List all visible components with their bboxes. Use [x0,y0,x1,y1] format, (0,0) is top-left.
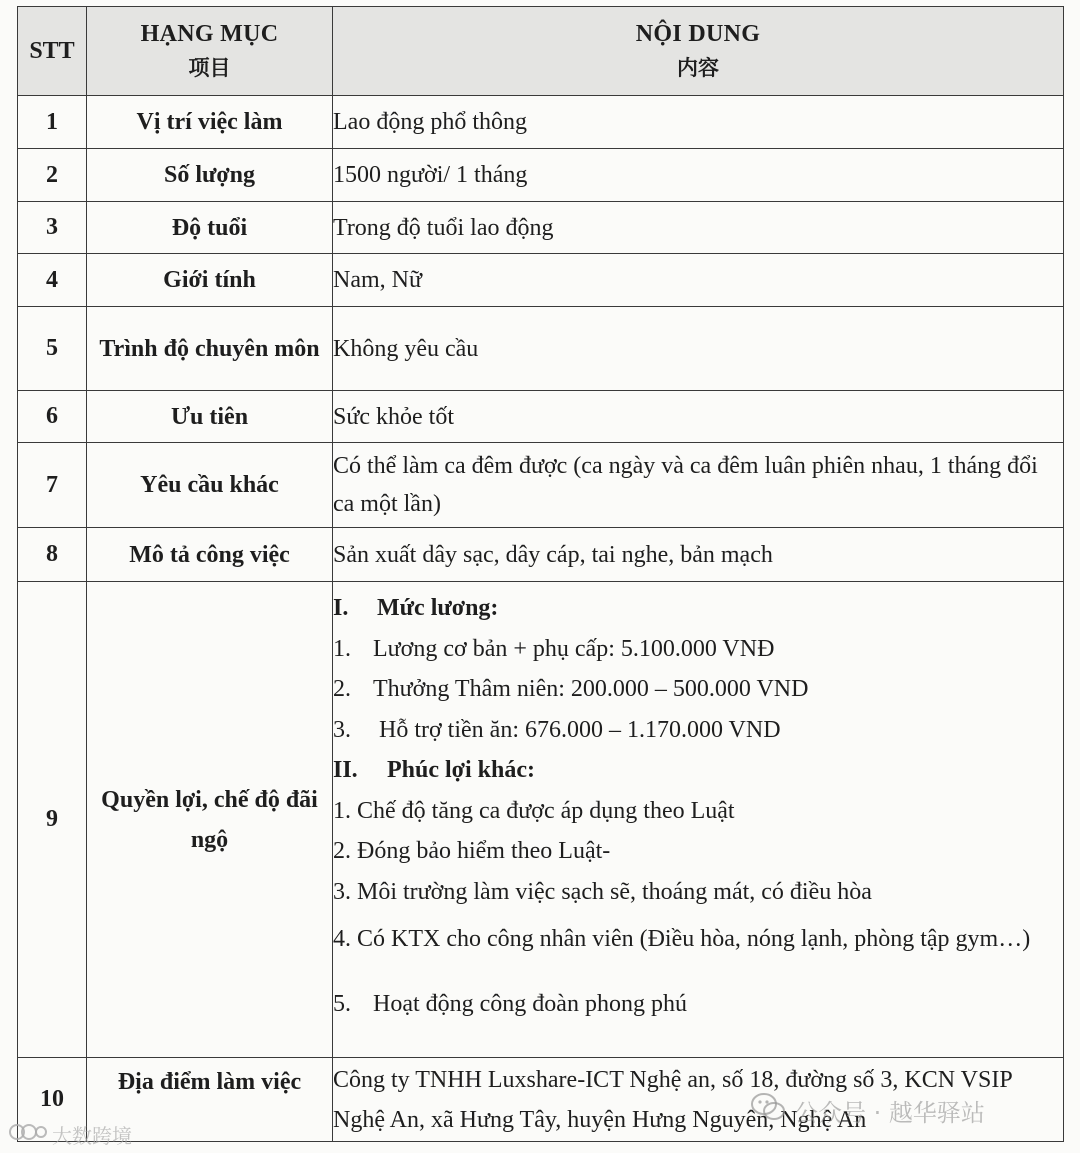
header-content [333,7,1064,96]
list-number: 5. [333,991,351,1017]
list-item [333,984,1063,1025]
row-stt: 10 [18,1058,87,1142]
section-title: Mức lương: [377,595,499,621]
table-row [18,391,1064,443]
list-text: Hỗ trợ tiền ăn: 676.000 – 1.170.000 VND [379,716,781,743]
row-item: Độ tuổi [87,202,333,254]
row-item: Giới tính [87,254,333,307]
wechat-icon [750,1092,786,1128]
row-stt: 5 [18,307,87,391]
header-item [87,7,333,96]
row-item: Địa điểm làm việc [87,1058,333,1142]
row-stt: 7 [18,443,87,528]
table-row [18,202,1064,254]
list-text: Hoạt động công đoàn phong phú [373,991,687,1017]
row-content: 1500 người/ 1 tháng [333,149,1064,202]
list-item [333,669,1063,710]
table-row [18,96,1064,149]
list-item: 3. Môi trường làm việc sạch sẽ, thoáng mát, có điều hòa [333,878,872,905]
watermark-wechat [750,1092,985,1128]
header-content-vi: NỘI DUNG [635,20,761,47]
watermark-right-text: 公众号 · 越华驿站 [794,1098,985,1127]
spacer [333,966,1063,984]
row-stt: 4 [18,254,87,307]
row-item: Yêu cầu khác [87,443,333,528]
row-stt: 2 [18,149,87,202]
table-row [18,582,1064,1058]
section-heading [333,750,1063,791]
list-number: 2. [333,676,351,702]
list-text: Lương cơ bản + phụ cấp: 5.100.000 VNĐ [373,635,775,662]
row-content: Sức khỏe tốt [333,391,1064,443]
section-heading [333,588,1063,629]
row-stt: 9 [18,582,87,1058]
table-row [18,307,1064,391]
row-item: Số lượng [87,149,333,202]
list-number: 1. [333,635,351,662]
row-item: Trình độ chuyên môn [87,307,333,391]
row-content: Trong độ tuổi lao động [333,202,1064,254]
table-row [18,443,1064,528]
row-content: Không yêu cầu [333,307,1064,391]
row-stt: 6 [18,391,87,443]
brand-logo-icon [8,1121,48,1148]
row-stt: 3 [18,202,87,254]
row-content: Sản xuất dây sạc, dây cáp, tai nghe, bản mạch [333,528,1064,582]
list-item: 4. Có KTX cho công nhân viên (Điều hòa, nóng lạnh, phòng tập gym…) [333,926,1031,952]
table-header-row [18,7,1064,96]
row-stt: 8 [18,528,87,582]
row-item: Quyền lợi, chế độ đãi ngộ [87,582,333,1058]
section-number: I. [333,595,349,621]
section-title: Phúc lợi khác: [387,757,535,783]
section-number: II. [333,757,358,783]
watermark-left-text: 大数跨境 [52,1124,132,1148]
job-info-table [17,6,1064,1142]
row-item: Vị trí việc làm [87,96,333,149]
row-content: Nam, Nữ [333,254,1064,307]
row-stt: 1 [18,96,87,149]
row-item: Ưu tiên [87,391,333,443]
list-item: 1. Chế độ tăng ca được áp dụng theo Luật [333,797,735,824]
watermark-brand [8,1120,132,1149]
row-content: Có thể làm ca đêm được (ca ngày và ca đêm luân phiên nhau, 1 tháng đổi ca một lần) [333,443,1064,528]
list-text: Thưởng Thâm niên: 200.000 – 500.000 VND [373,676,809,702]
header-content-zh: 内容 [677,55,719,80]
table-row [18,528,1064,582]
list-item: 2. Đóng bảo hiểm theo Luật- [333,838,611,864]
list-number: 3. [333,716,351,743]
row-content: Lao động phổ thông [333,96,1064,149]
header-stt: STT [18,7,87,96]
benefits-cell [333,582,1064,1058]
list-item [333,629,1063,670]
table-row [18,254,1064,307]
row-item: Mô tả công việc [87,528,333,582]
header-item-vi: HẠNG MỤC [140,20,279,47]
row-content: Công ty TNHH Luxshare-ICT Nghệ an, số 18, đường số 3, KCN VSIP Nghệ An, xã Hưng Tây, huyện Hưng Nguyên, Nghệ An [333,1058,1064,1142]
table-row [18,149,1064,202]
header-item-zh: 项目 [188,55,231,80]
list-item [333,710,1063,751]
